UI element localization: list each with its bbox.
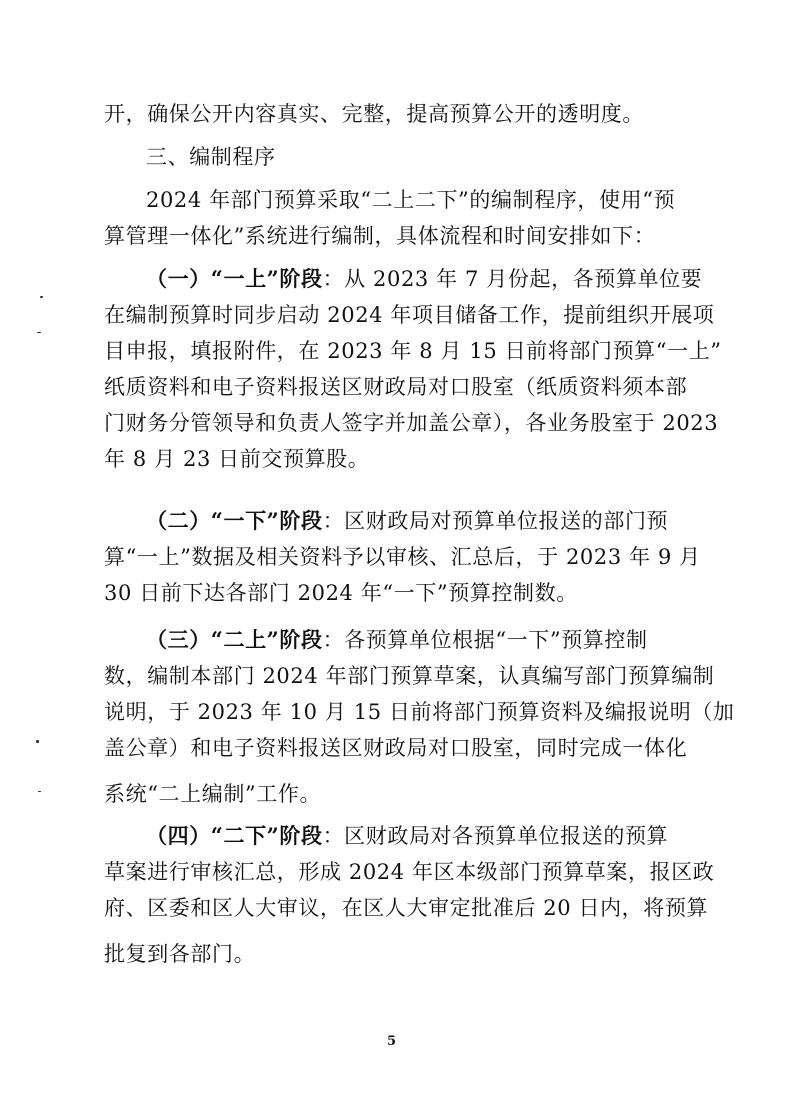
- body-text: ：从 2023 年 7 月份起，各预算单位要: [322, 267, 703, 291]
- scan-speck: [38, 791, 41, 792]
- body-line: 说明，于 2023 年 10 月 15 日前将部门预算资料及编报说明（加: [104, 700, 735, 724]
- paragraph-line: [146, 822, 668, 850]
- body-line: 数，编制本部门 2024 年部门预算草案，认真编写部门预算编制: [104, 664, 715, 688]
- body-line: 批复到各部门。: [104, 942, 256, 966]
- body-line: 开，确保公开内容真实、完整，提高预算公开的透明度。: [104, 102, 644, 126]
- paragraph-line: [146, 265, 702, 293]
- body-line: 30 日前下达各部门 2024 年“一下”预算控制数。: [104, 581, 578, 605]
- body-line: 2024 年部门预算采取“二上二下”的编制程序，使用“预: [146, 188, 676, 212]
- body-text: ：各预算单位根据“一下”预算控制: [322, 628, 648, 652]
- body-line: 门财务分管领导和负责人签字并加盖公章），各业务股室于 2023: [104, 411, 719, 435]
- body-text: ：区财政局对预算单位报送的部门预: [322, 509, 669, 533]
- body-line: 在编制预算时同步启动 2024 年项目储备工作，提前组织开展项: [104, 303, 715, 327]
- paragraph-line: [146, 507, 668, 535]
- body-line: 草案进行审核汇总，形成 2024 年区本级部门预算草案，报区政: [104, 860, 715, 884]
- body-line: 目申报，填报附件，在 2023 年 8 月 15 日前将部门预算“一上”: [104, 339, 722, 363]
- body-line: 系统“二上编制”工作。: [104, 782, 322, 806]
- page-number: 5: [387, 1034, 397, 1049]
- stage-heading: （三）“二上”阶段: [146, 627, 323, 652]
- scan-speck: [36, 740, 39, 743]
- scan-speck: [37, 332, 41, 333]
- body-line: 府、区委和区人大审议，在区人大审定批准后 20 日内，将预算: [104, 896, 709, 920]
- stage-heading: （四）“二下”阶段: [146, 823, 323, 848]
- body-text: ：区财政局对各预算单位报送的预算: [322, 824, 669, 848]
- stage-heading: （二）“一下”阶段: [146, 508, 323, 533]
- paragraph-line: [146, 626, 648, 654]
- body-line: 纸质资料和电子资料报送区财政局对口股室（纸质资料须本部: [104, 375, 688, 399]
- section-heading: 三、编制程序: [146, 145, 276, 169]
- body-line: 盖公章）和电子资料报送区财政局对口股室，同时完成一体化: [104, 736, 688, 760]
- scan-speck: [40, 296, 43, 298]
- body-line: 算管理一体化”系统进行编制，具体流程和时间安排如下：: [104, 224, 656, 248]
- body-line: 算“一上”数据及相关资料予以审核、汇总后，于 2023 年 9 月: [104, 545, 701, 569]
- body-line: 年 8 月 23 日前交预算股。: [104, 447, 370, 471]
- stage-heading: （一）“一上”阶段: [146, 266, 323, 291]
